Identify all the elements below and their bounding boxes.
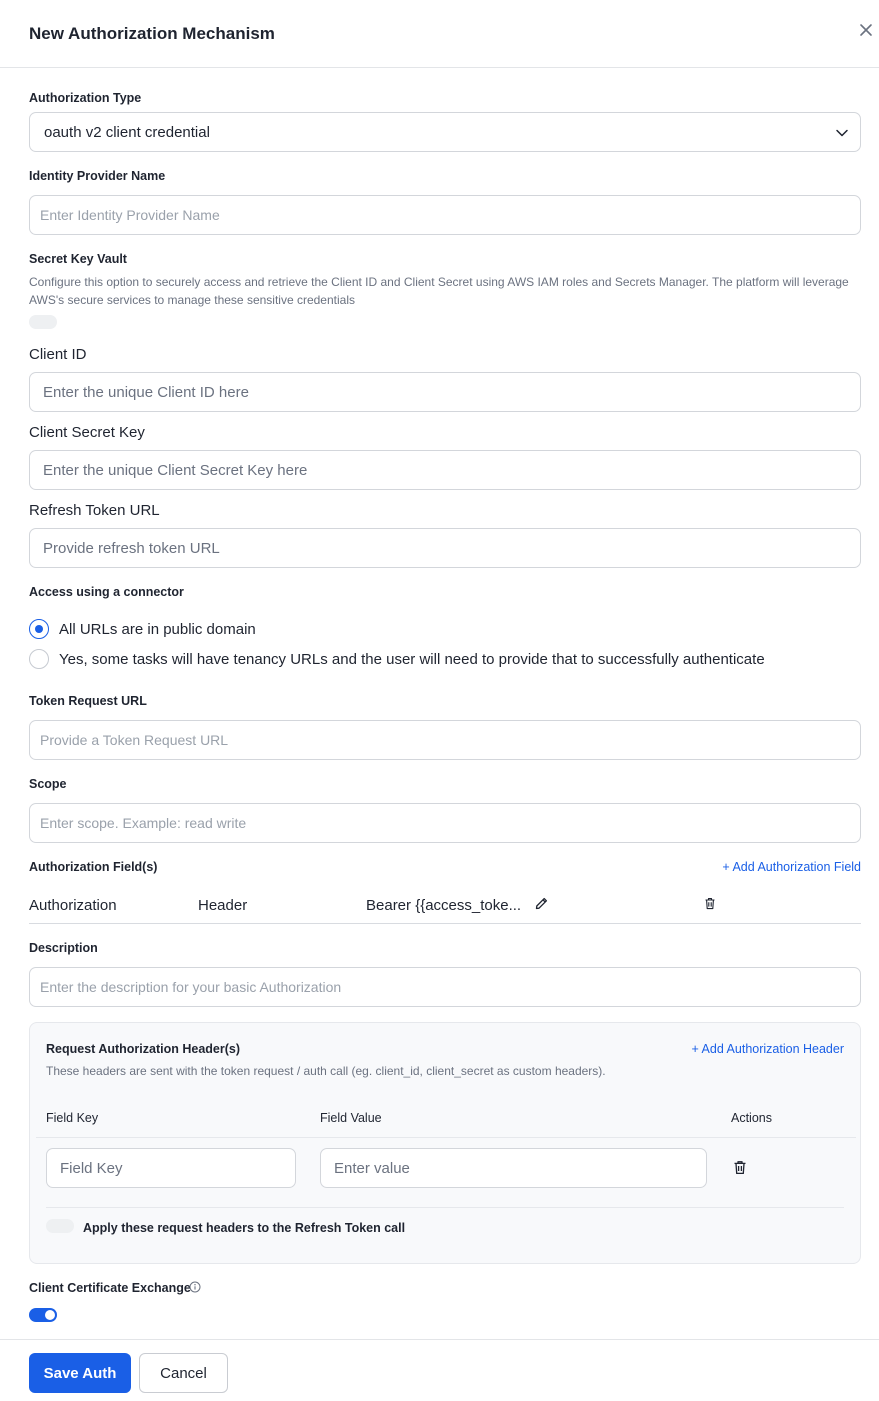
connector-label: Access using a connector — [29, 585, 184, 599]
refresh-url-label: Refresh Token URL — [29, 502, 160, 519]
scope-field — [29, 803, 861, 843]
auth-field-type: Header — [198, 897, 248, 914]
dialog-title: New Authorization Mechanism — [29, 24, 275, 43]
token-url-input[interactable] — [30, 721, 860, 759]
refresh-url-input[interactable] — [30, 529, 860, 567]
col-field-key: Field Key — [46, 1111, 99, 1125]
auth-type-select[interactable] — [29, 112, 861, 152]
description-label: Description — [29, 941, 98, 955]
auth-type-label: Authorization Type — [29, 91, 142, 105]
close-icon[interactable] — [858, 22, 876, 40]
client-secret-field — [29, 450, 861, 490]
radio-public-domain[interactable] — [29, 619, 49, 639]
field-value-field — [320, 1148, 707, 1188]
radio-public-domain-label[interactable]: All URLs are in public domain — [59, 621, 256, 638]
request-headers-title: Request Authorization Header(s) — [46, 1042, 241, 1056]
request-headers-subtitle: These headers are sent with the token request / auth call (eg. client_id, client_secret as custom headers). — [46, 1064, 606, 1078]
apply-headers-toggle[interactable] — [46, 1219, 74, 1233]
add-auth-header-link[interactable]: + Add Authorization Header — [691, 1042, 844, 1056]
client-secret-label: Client Secret Key — [29, 424, 145, 441]
description-input[interactable] — [30, 968, 860, 1006]
add-auth-field-link[interactable]: + Add Authorization Field — [722, 860, 861, 874]
footer-divider — [0, 1339, 879, 1340]
identity-provider-field — [29, 195, 861, 235]
delete-header-trash-icon[interactable] — [733, 1160, 747, 1175]
client-secret-input[interactable] — [30, 451, 860, 489]
secret-vault-description: Configure this option to securely access and retrieve the Client ID and Client Secret using AWS IAM roles and Secrets Manager. The platform will leverage AWS's secure services to manage these sensitive credentials — [29, 275, 849, 307]
header-divider — [0, 67, 879, 68]
field-key-input[interactable] — [47, 1149, 295, 1187]
apply-divider — [46, 1207, 844, 1208]
client-id-label: Client ID — [29, 346, 87, 363]
client-id-input[interactable] — [30, 373, 860, 411]
request-headers-panel — [29, 1022, 861, 1264]
edit-pencil-icon[interactable] — [534, 896, 549, 911]
field-key-field — [46, 1148, 296, 1188]
auth-field-value: Bearer {{access_toke... — [366, 897, 522, 914]
secret-vault-toggle[interactable] — [29, 315, 57, 329]
apply-headers-label: Apply these request headers to the Refresh Token call — [83, 1221, 406, 1235]
identity-provider-input[interactable] — [30, 196, 860, 234]
save-auth-button[interactable]: Save Auth — [29, 1353, 131, 1393]
col-actions: Actions — [731, 1111, 772, 1125]
client-cert-toggle[interactable] — [29, 1308, 57, 1322]
col-field-value: Field Value — [320, 1111, 382, 1125]
client-id-field — [29, 372, 861, 412]
description-field — [29, 967, 861, 1007]
auth-field-row-divider — [29, 923, 861, 924]
chevron-down-icon — [835, 126, 849, 140]
columns-divider — [36, 1137, 856, 1138]
token-url-label: Token Request URL — [29, 694, 147, 708]
secret-vault-label: Secret Key Vault — [29, 252, 127, 266]
radio-tenancy-urls-label[interactable]: Yes, some tasks will have tenancy URLs and the user will need to provide that to successfully authenticate — [59, 651, 765, 668]
auth-type-value: oauth v2 client credential — [44, 124, 210, 141]
scope-label: Scope — [29, 777, 67, 791]
auth-fields-label: Authorization Field(s) — [29, 860, 158, 874]
cancel-button[interactable]: Cancel — [139, 1353, 228, 1393]
radio-tenancy-urls[interactable] — [29, 649, 49, 669]
identity-provider-label: Identity Provider Name — [29, 169, 166, 183]
info-icon[interactable] — [189, 1281, 201, 1293]
token-url-field — [29, 720, 861, 760]
delete-trash-icon[interactable] — [704, 897, 716, 910]
field-value-input[interactable] — [321, 1149, 706, 1187]
client-cert-label: Client Certificate Exchange — [29, 1281, 191, 1295]
auth-field-name: Authorization — [29, 897, 117, 914]
refresh-url-field — [29, 528, 861, 568]
scope-input[interactable] — [30, 804, 860, 842]
